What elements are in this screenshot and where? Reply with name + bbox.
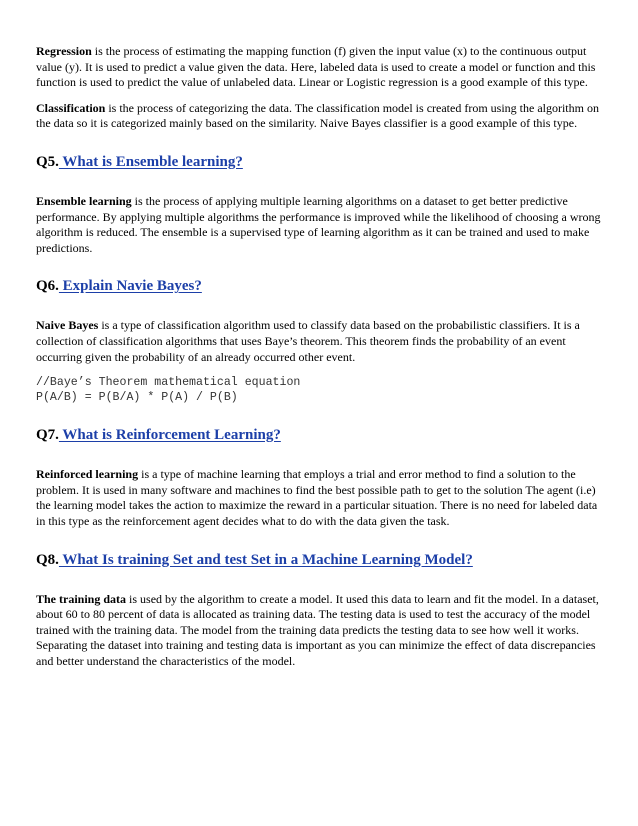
q8-number: Q8. bbox=[36, 551, 59, 568]
q5-answer-term: Ensemble learning bbox=[36, 193, 132, 208]
regression-text: is the process of estimating the mapping function (f) given the input value (x) to the continuous output value (y). It is used to predict a value given the data. Here, labeled data is used to create a model or function and this function is used to predict the value of unlabeled data. Linear or Logistic regression is a good example of this type. bbox=[36, 44, 596, 90]
classification-term: Classification bbox=[36, 100, 106, 115]
classification-paragraph bbox=[36, 101, 602, 132]
q8-answer-term: The training data bbox=[36, 591, 127, 606]
q6-heading bbox=[36, 276, 602, 296]
code-line-comment: //Baye’s Theorem mathematical equation bbox=[36, 376, 301, 390]
q7-title-link[interactable]: What is Reinforcement Learning? bbox=[58, 427, 281, 444]
q5-number: Q5. bbox=[36, 153, 59, 170]
q7-answer bbox=[36, 467, 602, 529]
classification-text: is the process of categorizing the data. The classification model is created from using the algorithm on the data so it is categorized mainly based on the similarity. Naive Bayes classifier is a good example of this type. bbox=[36, 100, 599, 131]
q6-title-link[interactable]: Explain Navie Bayes? bbox=[58, 278, 202, 295]
code-line-equation: P(A/B) = P(B/A) * P(A) / P(B) bbox=[36, 391, 238, 405]
q7-answer-term: Reinforced learning bbox=[36, 467, 139, 482]
q5-title-link[interactable]: What is Ensemble learning? bbox=[58, 153, 243, 170]
q8-heading bbox=[36, 550, 602, 570]
q5-answer bbox=[36, 194, 602, 256]
q8-answer bbox=[36, 592, 602, 670]
q7-heading bbox=[36, 425, 602, 445]
regression-term: Regression bbox=[36, 44, 92, 58]
q5-heading bbox=[36, 152, 602, 172]
q8-answer-text: is used by the algorithm to create a model. It used this data to learn and fit the model. In a dataset, about 60 to 80 percent of data is allocated as training data. The testing data is used to test the accuracy of the model trained with the training data. The model from the training data predicts the testing data to see how well it works. Separating the dataset into training and testing data is important as you can minimize the effect of data discrepancies and better understand the characteristics of the model. bbox=[36, 591, 599, 668]
q5-answer-text: is the process of applying multiple learning algorithms on a dataset to get better predictive performance. By applying multiple algorithms the performance is improved while the likelihood of choosing a wrong algorithm is reduced. The ensemble is a supervised type of learning algorithm as it can be trained and used to make predictions. bbox=[36, 193, 601, 255]
q6-answer bbox=[36, 318, 602, 365]
document-page bbox=[36, 44, 602, 669]
q8-title-link[interactable]: What Is training Set and test Set in a Machine Learning Model? bbox=[58, 551, 473, 568]
q7-answer-text: is a type of machine learning that employs a trial and error method to find a solution to the problem. It is used in many software and machines to find the best possible path to get to the solution The agent (i.e) the learning model takes the action to maximize the reward in a particular situation. There is no need for labeled data in this type as the reinforcement agent decides what to do with the data given the task. bbox=[36, 467, 598, 528]
q6-number: Q6. bbox=[36, 278, 59, 295]
q6-code-block bbox=[36, 375, 602, 405]
q7-number: Q7. bbox=[36, 427, 59, 444]
regression-paragraph bbox=[36, 44, 602, 91]
q6-answer-text: is a type of classification algorithm used to classify data based on the probabilistic classifiers. It is a collection of classification algorithms that uses Baye’s theorem. This theorem finds the probability of an event occurring given the probability of an already occurred other event. bbox=[36, 318, 580, 364]
q6-answer-term: Naive Bayes bbox=[36, 318, 99, 333]
